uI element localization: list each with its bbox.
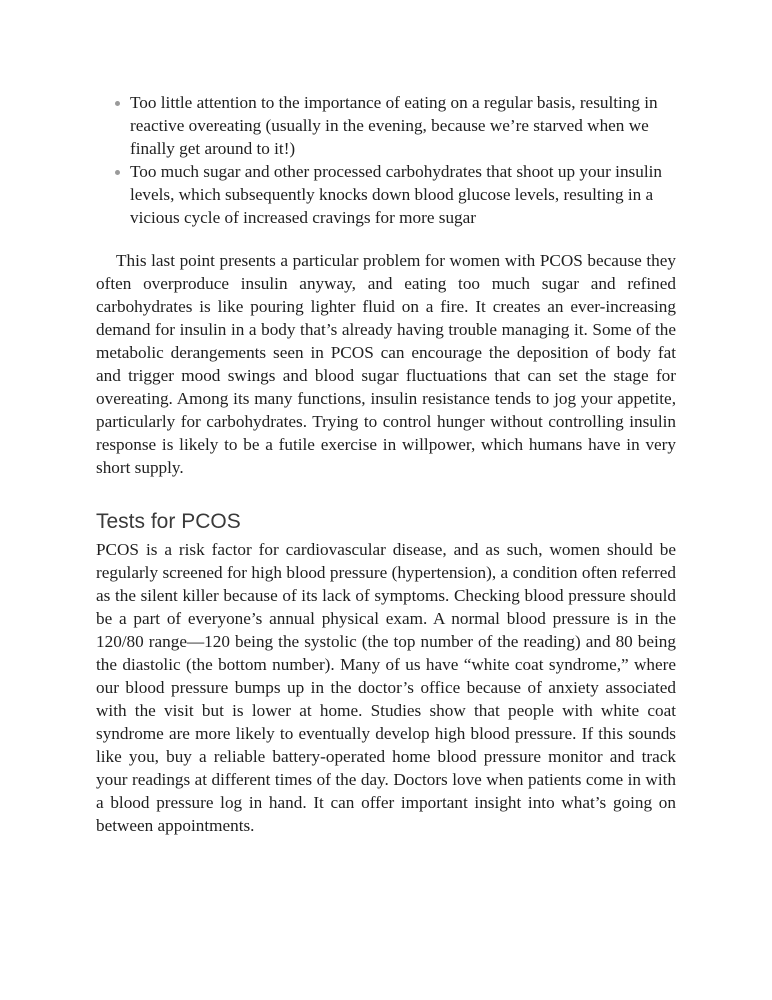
bullet-icon	[115, 101, 120, 106]
section-heading: Tests for PCOS	[96, 510, 241, 533]
list-item	[130, 160, 676, 229]
list-item	[130, 91, 676, 160]
bullet-text: Too much sugar and other processed carbohydrates that shoot up your insulin levels, which subsequently knocks down blood glucose levels, resulting in a vicious cycle of increased cravings for more sugar	[130, 162, 662, 227]
page-content	[96, 91, 676, 837]
body-paragraph: PCOS is a risk factor for cardiovascular disease, and as such, women should be regularly screened for high blood pressure (hypertension), a condition often referred as the silent killer because of its lack of symptoms. Checking blood pressure should be a part of everyone’s annual physical exam. A normal blood pressure is in the 120/80 range—120 being the systolic (the top number of the reading) and 80 being the diastolic (the bottom number). Many of us have “white coat syndrome,” where our blood pressure bumps up in the doctor’s office because of anxiety associated with the visit but is lower at home. Studies show that people with white coat syndrome are more likely to eventually develop high blood pressure. If this sounds like you, buy a reliable battery-operated home blood pressure monitor and track your readings at different times of the day. Doctors love when patients come in with a blood pressure log in hand. It can offer important insight into what’s going on between appointments.	[96, 540, 676, 835]
bullet-text: Too little attention to the importance of eating on a regular basis, resulting in reactive overeating (usually in the evening, because we’re starved when we finally get around to it!)	[130, 93, 658, 158]
bullet-icon	[115, 170, 120, 175]
bullet-list	[96, 91, 676, 229]
body-paragraph: This last point presents a particular problem for women with PCOS because they often overproduce insulin anyway, and eating too much sugar and refined carbohydrates is like pouring lighter fluid on a fire. It creates an ever-increasing demand for insulin in a body that’s already having trouble managing it. Some of the metabolic derangements seen in PCOS can encourage the deposition of body fat and trigger mood swings and blood sugar fluctuations that can set the stage for overeating. Among its many functions, insulin resistance tends to jog your appetite, particularly for carbohydrates. Trying to control hunger without controlling insulin response is likely to be a futile exercise in willpower, which humans have in very short supply.	[96, 251, 676, 477]
